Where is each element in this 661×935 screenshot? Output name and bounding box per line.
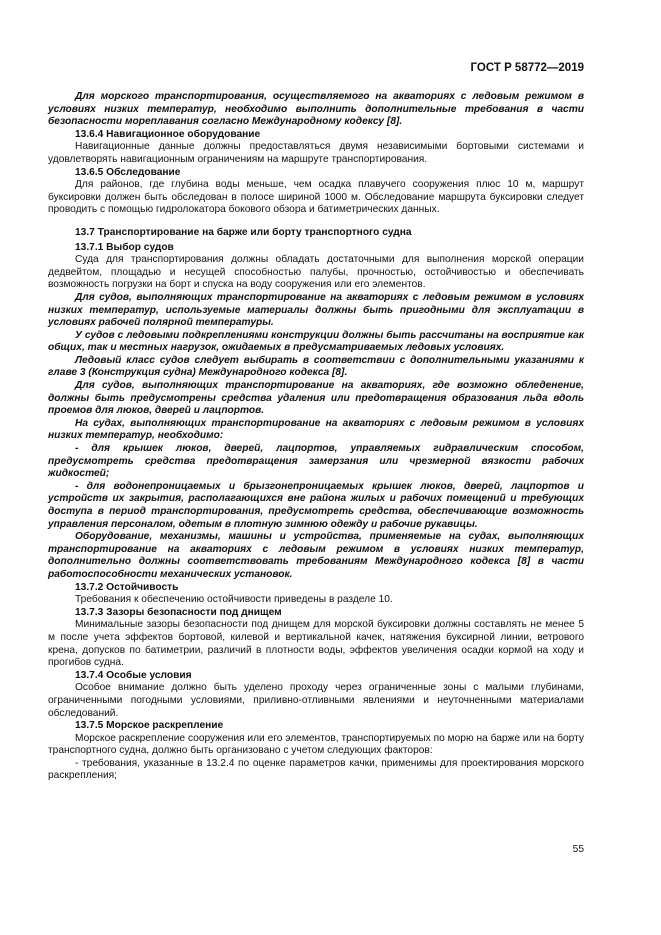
- subsection-heading: 13.7.2 Остойчивость: [75, 581, 179, 593]
- standard-header: ГОСТ Р 58772—2019: [470, 62, 584, 74]
- paragraph: Особое внимание должно быть уделено проходу через ограниченные зоны с малыми глубинами, ограниченными погодными условиями, приливно-отливными явлениями и неуточненными материалами обследований.: [48, 682, 584, 719]
- subsection-heading: 13.6.5 Обследование: [75, 166, 181, 178]
- section-heading: 13.7 Транспортирование на барже или борту транспортного судна: [75, 226, 412, 238]
- emphasized-paragraph: Оборудование, механизмы, машины и устройства, применяемые на судах, выполняющих транспортирование на акваториях с ледовым режимом в условиях низких температур, дополнительно должны соответствовать требованиям Международного кодекса [8] в части работоспособности механических установок.: [48, 531, 584, 580]
- subsection-heading: 13.6.4 Навигационное оборудование: [75, 128, 261, 140]
- paragraph: Морское раскрепление сооружения или его элементов, транспортируемых по морю на барже или на борту транспортного судна, должно быть организовано с учетом следующих факторов:: [48, 732, 584, 757]
- page-number: 55: [572, 844, 584, 855]
- subsection-heading: 13.7.1 Выбор судов: [75, 241, 174, 253]
- paragraph: Требования к обеспечению остойчивости приведены в разделе 10.: [75, 594, 393, 606]
- paragraph: Суда для транспортирования должны обладать достаточными для выполнения морской операции дедвейтом, площадью и несущей способностью палубы, прочностью, остойчивостью и обеспечивать возможность погрузки на борт и спуска на воду сооружения или его элементов.: [48, 254, 584, 291]
- page-body: [48, 91, 584, 783]
- paragraph: Минимальные зазоры безопасности под днищем для морской буксировки должны составлять не менее 5 м после учета эффектов бортовой, килевой и вертикальной качек, натяжения буксирной линии, ветрового крена, допусков по батиметрии, различий в плотности воды, эффектов увеличения осадки кормой на ходу и прогибов судна.: [48, 619, 584, 669]
- paragraph: Для районов, где глубина воды меньше, чем осадка плавучего сооружения плюс 10 м, маршрут буксировки должен быть обследован в полосе шириной 1000 м. Обследование маршрута буксировки следует проводить с помощью гидролокатора бокового обзора и батиметрических данных.: [48, 179, 584, 216]
- emphasized-paragraph: Для морского транспортирования, осуществляемого на акваториях с ледовым режимом в условиях низких температур, необходимо выполнить дополнительные требования в части безопасности мореплавания согласно Международному кодексу [8].: [48, 91, 584, 128]
- emphasized-paragraph: - для крышек люков, дверей, лацпортов, управляемых гидравлическим способом, предусмотреть средства предотвращения замерзания или чрезмерной вязкости рабочих жидкостей;: [48, 443, 584, 480]
- paragraph: Навигационные данные должны предоставляться двумя независимыми бортовыми системами и удовлетворять навигационным ограничениям на маршруте транспортирования.: [48, 141, 584, 165]
- paragraph: - требования, указанные в 13.2.4 по оценке параметров качки, применимы для проектирования морского раскрепления;: [48, 757, 584, 782]
- subsection-heading: 13.7.4 Особые условия: [75, 669, 192, 681]
- subsection-heading: 13.7.3 Зазоры безопасности под днищем: [75, 606, 282, 618]
- emphasized-paragraph: - для водонепроницаемых и брызгонепроницаемых крышек люков, дверей, лацпортов и устройств их закрытия, располагающихся вне района жилых и рабочих помещений и требующих доступа в период транспортирования, предусмотреть средства, обеспечивающие возможность управления персоналом, одетым в плотную зимнюю одежду и рабочие рукавицы.: [48, 480, 584, 530]
- subsection-heading: 13.7.5 Морское раскрепление: [75, 720, 224, 732]
- emphasized-paragraph: Ледовый класс судов следует выбирать в соответствии с дополнительными указаниями к главе 3 (Конструкция судна) Международного кодекса [8].: [48, 354, 584, 379]
- emphasized-paragraph: У судов с ледовыми подкреплениями конструкции должны быть рассчитаны на восприятие как общих, так и местных нагрузок, ожидаемых в предусматриваемых ледовых условиях.: [48, 329, 584, 354]
- emphasized-paragraph: Для судов, выполняющих транспортирование на акваториях с ледовым режимом в условиях низких температур, используемые материалы должны быть пригодными для эксплуатации в условиях рабочей полярной температуры.: [48, 291, 584, 329]
- emphasized-paragraph: На судах, выполняющих транспортирование на акваториях с ледовым режимом в условиях низких температур, необходимо:: [48, 417, 584, 442]
- emphasized-paragraph: Для судов, выполняющих транспортирование на акваториях, где возможно обледенение, должны быть предусмотрены средства удаления или предотвращения образования льда вдоль проемов для люков, дверей и лацпортов.: [48, 380, 584, 417]
